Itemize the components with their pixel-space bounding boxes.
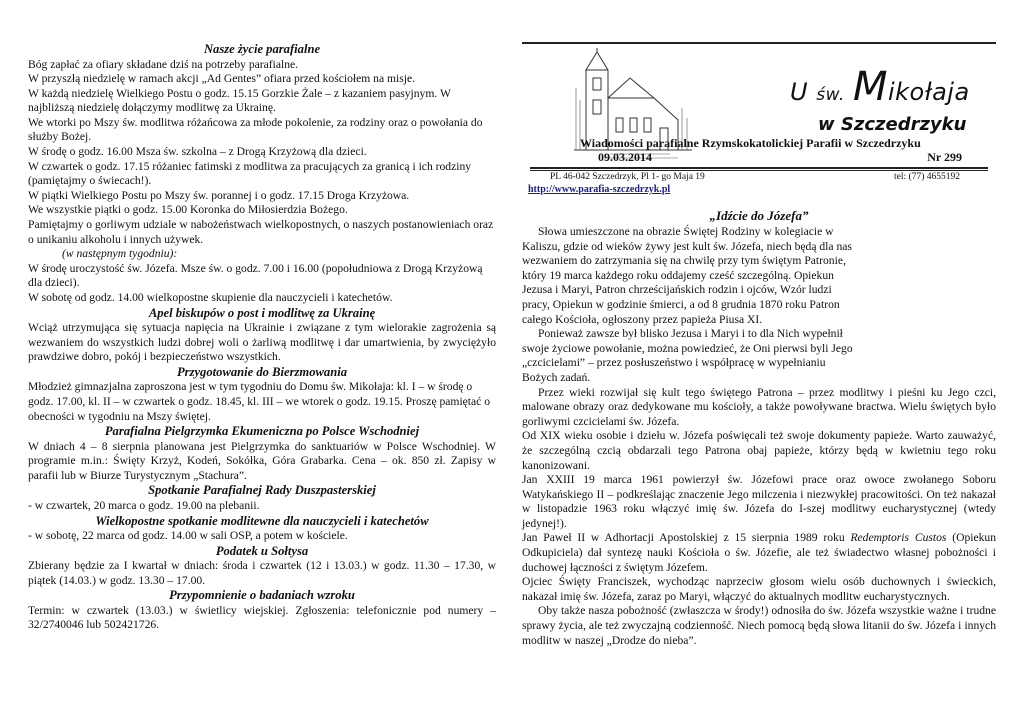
article-paragraph: Ojciec Święty Franciszek, wychodząc naprzeciw głosom wielu osób duchownych i świeckich, nakazał imię św. Józefa, zaraz po Maryi, włączyć do aktualnych modlitw eucharystycznych. bbox=[522, 575, 996, 603]
section-text: Zbierany będzie za I kwartał w dniach: środa i czwartek (12 i 13.03.) w godz. 11.30 – 17.30, w piątek (14.03.) w godz. 13.30 – 17.00. bbox=[28, 559, 496, 587]
article-paragraph: Od XIX wieku osobie i dziełu w. Józefa poświęcali też swoje dokumenty papieże. Warto zauważyć, że szczególną czcią obdarzali tego Patrona obaj papieże, którzy będą w kwietniu tego roku kanonizowani. bbox=[522, 429, 996, 472]
news-line: Bóg zapłać za ofiary składane dziś na potrzeby parafialne. bbox=[28, 57, 299, 71]
section-title-tax: Podatek u Sołtysa bbox=[215, 543, 309, 558]
issue-number: Nr 299 bbox=[927, 150, 962, 164]
section-text: Wciąż utrzymująca się sytuacja napięcia na Ukrainie i związane z tym wielorakie zagrożenia są wezwaniem do wszystkich ludzi dobrej woli o żarliwą modlitwę i dar umartwienia, by zwyciężyło prawdziwe dobro, pokój i bezpieczeństwo wszystkich. bbox=[28, 321, 496, 364]
news-line: Pamiętajmy o gorliwym udziale w nabożeństwach wielkopostnych, o naszych postanowieniach oraz o unikaniu alkoholu i innych używek. bbox=[28, 218, 494, 246]
right-column bbox=[522, 42, 996, 648]
section-title-pilgrimage: Parafialna Pielgrzymka Ekumeniczna po Polsce Wschodniej bbox=[104, 424, 420, 439]
news-line: W czwartek o godz. 17.15 różaniec fatimski z modlitwa za pracujących za granicą i ich rodziny (pamiętajmy o świecach!). bbox=[28, 159, 472, 188]
news-line: W każdą niedzielę Wielkiego Postu o godz. 15.15 Gorzkie Żale – z kazaniem pasyjnym. W najbliższą niedzielę dołączymy modlitwę za Ukrainę. bbox=[28, 86, 451, 115]
news-line: W środę uroczystość św. Józefa. Msze św. o godz. 7.00 i 16.00 (popołudniowa z Drogą Krzyżową dla dzieci). bbox=[28, 261, 483, 290]
article-paragraph: Przez wieki rozwijał się kult tego świętego Patrona – przez modlitwy i pieśni ku Jego czci, malowane obrazy oraz dedykowane mu kościoły, a także powoływane bractwa. Wielu świętych było gorliwymi czcicielami św. Józefa. bbox=[522, 385, 996, 428]
section-title-confirmation: Przygotowanie do Bierzmowania bbox=[176, 364, 348, 379]
next-week-label: (w następnym tygodniu): bbox=[62, 247, 178, 261]
issue-date: 09.03.2014 bbox=[598, 150, 652, 164]
news-line: We wszystkie piątki o godz. 15.00 Koronka do Miłosierdzia Bożego. bbox=[28, 203, 348, 217]
section-title-eye-exam: Przypomnienie o badaniach wzroku bbox=[169, 588, 355, 603]
parish-address: PL 46-042 Szczedrzyk, Pl 1- go Maja 19 bbox=[550, 172, 705, 182]
news-line: W przyszłą niedzielę w ramach akcji „Ad Gentes” ofiara przed kościołem na misje. bbox=[28, 72, 416, 86]
article-title: „Idźcie do Józefa” bbox=[709, 208, 809, 223]
parish-news-column bbox=[28, 42, 496, 633]
masthead-divider bbox=[530, 170, 988, 171]
section-title-teachers-meeting: Wielkopostne spotkanie modlitewne dla nauczycieli i katechetów bbox=[95, 513, 429, 528]
issue-dateline bbox=[598, 150, 962, 165]
parish-phone: tel: (77) 4655192 bbox=[894, 172, 960, 182]
news-line: W sobotę od godz. 14.00 wielkopostne skupienie dla nauczycieli i katechetów. bbox=[28, 291, 393, 304]
section-text: W dniach 4 – 8 sierpnia planowana jest Pielgrzymka do sanktuariów w Polsce Wschodniej. W programie m.in.: Święty Krzyż, Kodeń, Sokółka, Góra Grabarka. Cena – ok. 850 zł. Zapisy w parafii lub w Biurze Turystycznym „Stachura”. bbox=[28, 439, 496, 482]
article-paragraph: Ponieważ zawsze był blisko Jezusa i Maryi i to dla Nich wypełnił swoje życiowe powołanie, można powiedzieć, że Oni pierwsi byli Jego „czcicielami” – przez posłuszeństwo i współpracę w wypełnianiu Bożych zadań. bbox=[522, 327, 853, 384]
masthead-divider bbox=[530, 167, 988, 169]
article-paragraph: Jan XXIII 19 marca 1961 powierzył św. Józefowi prace oraz owoce zwołanego Soboru Watykańskiego II – podkreślając znaczenie Jego milczenia i niezwykłej pracowitości. On też nakazał w listopadzie 1963 roku włączyć imię św. Józefa do I-szej modlitwy eucharystycznej (wtedy jedynej!). bbox=[522, 473, 996, 530]
news-line: We wtorki po Mszy św. modlitwa różańcowa za młode pokolenie, za rodziny oraz o powołania do służby Bożej. bbox=[28, 115, 483, 144]
parish-website-link[interactable]: http://www.parafia-szczedrzyk.pl bbox=[528, 184, 671, 195]
section-text: - w czwartek, 20 marca o godz. 19.00 na plebanii. bbox=[28, 498, 260, 512]
article-paragraph: Oby także nasza pobożność (zwłaszcza w środy!) odnosiła do św. Józefa wszystkie ważne i trudne sprawy życia, ale też zwyczajną codzienność. Niech pomocą będą słowa litanii do św. Józefa i innych modlitw w naszej „Drodze do nieba”. bbox=[522, 604, 996, 647]
article-paragraph: Słowa umieszczone na obrazie Świętej Rodziny w kolegiacie w Kaliszu, gdzie od wieków żywy jest kult św. Józefa, niech będą dla nas wezwaniem do zatrzymania się na chwilę przy tym świętym Patronie, który 19 marca każdego roku oddajemy cześć szczególną. Opiekun Jezusa i Maryi, Patron chrześcijańskich rodzin i ojców, Wzór ludzi pracy, Opiekun w godzinie śmierci, a od 8 grudnia 1870 roku Patron całego Kościoła, ogłoszony przez papieża Piusa XI. bbox=[522, 225, 852, 326]
news-line: W piątki Wielkiego Postu po Mszy św. porannej i o godz. 17.15 Droga Krzyżowa. bbox=[28, 188, 410, 202]
section-title-parish-life: Nasze życie parafialne bbox=[203, 42, 321, 56]
article-paragraph-jp2: Jan Paweł II w Adhortacji Apostolskiej z 15 sierpnia 1989 roku Redemptoris Custos (Opiekun Odkupiciela) dał syntezę nauki Kościoła o św. Józefie, ale też świadectwo własnej pobożności i duchowej łączności z świętym Józefem. bbox=[522, 531, 997, 574]
masthead-brand: U św. Mikołaja bbox=[790, 64, 970, 110]
section-title-pastoral-council: Spotkanie Parafialnej Rady Duszpasterskiej bbox=[148, 483, 376, 498]
masthead-brand-line2: w Szczedrzyku bbox=[818, 114, 967, 135]
section-text: - w sobotę, 22 marca od godz. 14.00 w sali OSP, a potem w kościele. bbox=[28, 529, 348, 543]
article-intro bbox=[522, 225, 862, 386]
masthead bbox=[522, 42, 996, 196]
masthead-subtitle: Wiadomości parafialne Rzymskokatolickiej Parafii w Szczedrzyku bbox=[580, 136, 921, 150]
article bbox=[522, 208, 996, 648]
section-text: Młodzież gimnazjalna zaproszona jest w tym tygodniu do Domu św. Mikołaja: kl. I – w środę o godz. 17.00, kl. II – w czwartek o godz. 18.45, kl. III – we wtorek o godz. 19.15. Proszę pamiętać o obecności w tygodniu na Mszy świętej. bbox=[28, 380, 491, 423]
news-line: W środę o godz. 16.00 Msza św. szkolna – z Drogą Krzyżową dla dzieci. bbox=[28, 145, 367, 159]
section-text: Termin: w czwartek (13.03.) w świetlicy wiejskiej. Zgłoszenia: telefonicznie pod numery – 32/2740046 lub 502421726. bbox=[28, 603, 496, 632]
section-title-bishops-appeal: Apel biskupów o post i modlitwę za Ukrainę bbox=[148, 305, 376, 320]
